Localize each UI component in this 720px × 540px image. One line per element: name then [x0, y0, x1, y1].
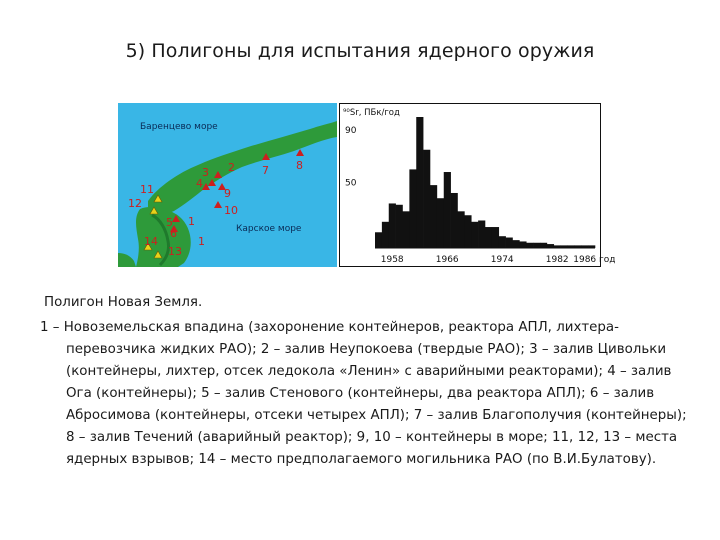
- novaya-zemlya-map: [118, 103, 337, 267]
- site-label-3: 3: [202, 166, 209, 179]
- bar-1976: [513, 240, 520, 248]
- bar-1961: [409, 169, 416, 248]
- bar-1962: [416, 117, 423, 248]
- bar-1984: [568, 245, 575, 248]
- bar-1980: [540, 243, 547, 248]
- bar-1972: [485, 227, 492, 248]
- x-tick-1958: 1958: [380, 255, 404, 265]
- bar-1956: [375, 232, 382, 248]
- bar-1964: [430, 185, 437, 248]
- chart-ylabel: ⁹⁰Sr, ПБк/год: [343, 108, 400, 118]
- bar-1963: [423, 150, 430, 248]
- site-label-10: 10: [224, 204, 238, 217]
- bar-1965: [437, 198, 444, 248]
- site-label-2: 2: [228, 161, 235, 174]
- y-tick-90: 90: [345, 126, 357, 137]
- site-label-8: 8: [296, 159, 303, 172]
- bar-1967: [451, 193, 458, 248]
- y-tick-50: 50: [345, 178, 357, 189]
- bar-1968: [458, 211, 465, 248]
- site-label-9: 9: [224, 187, 231, 200]
- x-tick-1966: 1966: [435, 255, 459, 265]
- bar-1979: [533, 243, 540, 248]
- site-label-7: 7: [262, 164, 269, 177]
- site-label-1b: 1: [198, 235, 205, 248]
- bar-1966: [444, 172, 451, 248]
- x-tick-1982: 1982: [545, 255, 569, 265]
- x-tick-1986: 1986 год: [573, 255, 616, 265]
- site-label-12: 12: [128, 197, 142, 210]
- site-label-13: 13: [168, 245, 182, 258]
- bar-1969: [464, 215, 471, 248]
- bar-1960: [403, 211, 410, 248]
- caption-heading: Полигон Новая Земля.: [44, 295, 203, 310]
- bar-1982: [554, 245, 561, 248]
- bar-1974: [499, 236, 506, 248]
- bar-1983: [561, 245, 568, 248]
- sr90-chart: [339, 103, 616, 267]
- bar-1981: [547, 244, 554, 248]
- site-label-4: 4: [196, 177, 203, 190]
- bar-1958: [389, 203, 396, 248]
- caption: [40, 292, 690, 471]
- bar-1987: [588, 245, 595, 248]
- bar-1978: [526, 243, 533, 248]
- site-label-14: 14: [144, 235, 158, 248]
- bar-1959: [396, 205, 403, 248]
- bar-1957: [382, 222, 389, 248]
- site-label-11: 11: [140, 183, 154, 196]
- x-tick-1974: 1974: [490, 255, 514, 265]
- bar-1986: [581, 245, 588, 248]
- caption-body: 1 – Новоземельская впадина (захоронение контейнеров, реактора АПЛ, лихтера-перевозчика жидких РАО); 2 – залив Неупокоева (твердые РАО); 3 – залив Цивольки (контейнеры, лихтер, отсек ледокола «Ленин» с аварийными реакторами); 4 – залив Ога (контейнеры); 5 – залив Стенового (контейнеры, два реактора АПЛ); 6 – залив Абросимова (контейнеры, отсеки четырех АПЛ); 7 – залив Благополучия (контейнеры); 8 – залив Течений (аварийный реактор); 9, 10 – контейнеры в море; 11, 12, 13 – места ядерных взрывов; 14 – место предполагаемого могильника РАО (по В.И.Булатову).: [40, 320, 687, 467]
- bar-1970: [471, 222, 478, 248]
- slide-title: 5) Полигоны для испытания ядерного оружия: [125, 40, 595, 62]
- bar-1975: [506, 238, 513, 248]
- bar-1973: [492, 227, 499, 248]
- bar-1977: [519, 241, 526, 248]
- bar-1971: [478, 220, 485, 248]
- sea-label-kara: Карское море: [236, 224, 302, 234]
- bar-1985: [574, 245, 581, 248]
- site-label-1: 1: [188, 215, 195, 228]
- sea-label-barents: Баренцево море: [140, 122, 218, 132]
- site-label-5: 5: [166, 216, 173, 229]
- site-label-6: 6: [170, 227, 177, 240]
